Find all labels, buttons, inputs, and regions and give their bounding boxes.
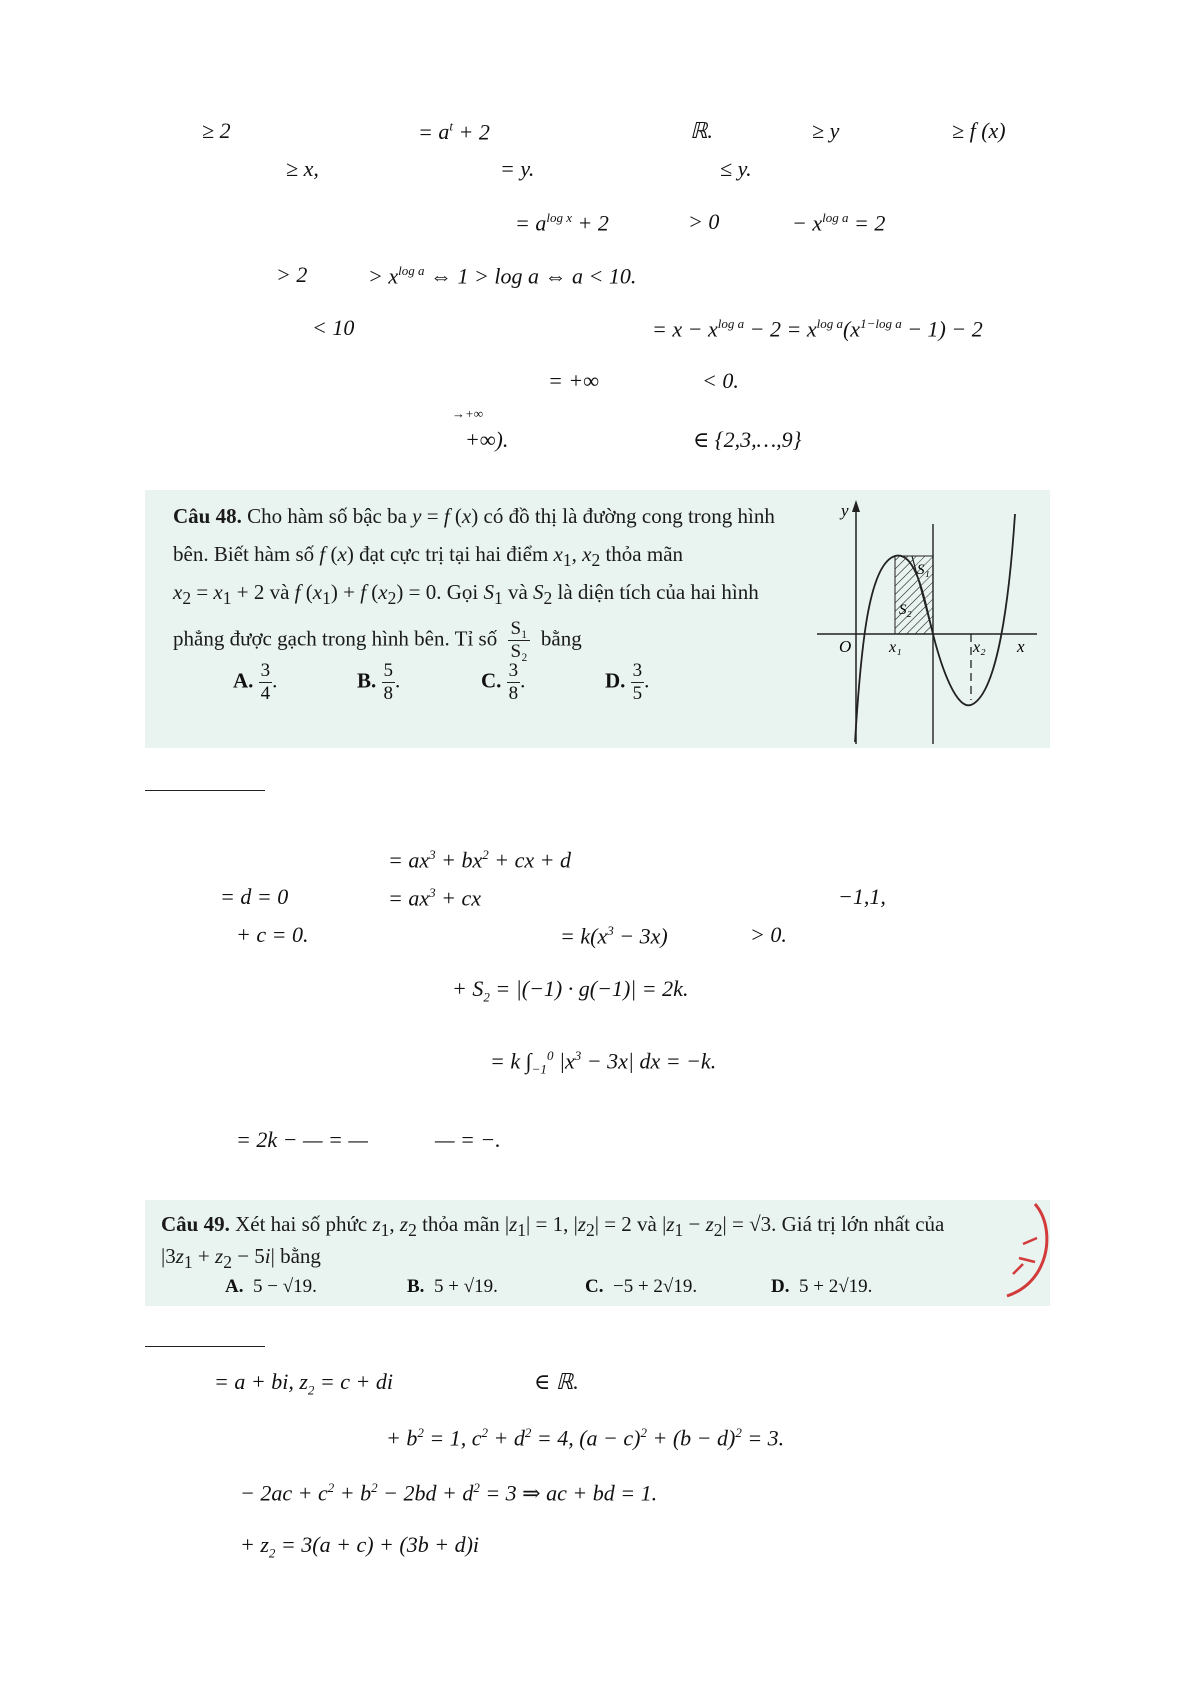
math-fragment-f14: < 10	[312, 315, 355, 340]
math-fragment-m3: = $ax^3$ + cx	[388, 885, 482, 911]
math-fragment-f4: ≥ y	[812, 118, 840, 143]
math-fragment-f2: = $a^t + 2$	[418, 119, 490, 145]
math-fragment-m6: = $k(x^3 - 3x)$	[560, 923, 668, 949]
math-fragment-m8: + $S_2 = |(-1) \cdot g(-1)| = 2k$.	[452, 976, 689, 1005]
math-fragment-f7: = y.	[500, 156, 535, 181]
q48-line2: bên. Biết hàm số f (x) đạt cực trị tại hai điểm $x_1$, $x_2$ thỏa mãn	[173, 542, 684, 571]
math-fragment-f13: > $x^{log a}$ ⇔ 1 > log a ⇔ a < 10.	[368, 263, 637, 289]
graph-label-s1: S₁	[917, 562, 930, 578]
math-fragment-f19: ∈ {2,3,…,9}	[693, 427, 802, 452]
math-fragment-f1: ≥ 2	[202, 118, 231, 143]
math-fragment-m2: = d = 0	[220, 884, 289, 909]
math-fragment-f10: > 0	[688, 209, 720, 234]
q48-line4-post: bằng	[540, 626, 582, 651]
cubic-graph	[817, 494, 1049, 746]
math-fragment-f6: ≥ x,	[286, 156, 319, 181]
ratio-num: S₁	[510, 618, 528, 639]
math-fragment-b3: + $b^2 = 1$, $c^2 + d^2 = 4$, $(a - c)^2 + (b - d)^2 = 3$.	[386, 1425, 785, 1451]
q49-option-a[interactable]: A. 5 − √19.	[225, 1276, 317, 1297]
q48-label: Câu 48.	[173, 504, 242, 528]
separator-48	[145, 790, 265, 791]
graph-label-x: x	[1017, 637, 1025, 656]
q48-line3: $x_2 = x_1 + 2$ và f $(x_1) + f$ $(x_2) = 0$. Gọi $S_1$ và $S_2$ là diện tích của hai hình	[173, 580, 759, 609]
graph-label-y: y	[841, 501, 849, 520]
q48-line4	[173, 618, 582, 663]
math-fragment-b1: = a + bi, $z_2 = c$ + di	[214, 1369, 394, 1398]
q48-line1	[173, 504, 775, 529]
q49-option-b[interactable]: B. 5 + √19.	[407, 1276, 498, 1297]
q49-line1	[161, 1212, 944, 1241]
math-fragment-f3: ℝ.	[690, 118, 713, 143]
math-fragment-f8: ≤ y.	[720, 156, 752, 181]
limit-subscript: →+∞	[452, 406, 484, 421]
math-fragment-m1: = $ax^3 + bx^2$ + cx + d	[388, 847, 571, 873]
math-fragment-f15: = $x - x^{log a} - 2 = x^{log a}(x^{1-log a} - 1) - 2$	[652, 316, 983, 342]
graph-label-x1: x₁	[889, 639, 902, 656]
math-fragment-b2: ∈ ℝ.	[534, 1369, 579, 1394]
q48-option-d[interactable]: D. $\frac{3}{5}$ .	[605, 660, 650, 704]
math-fragment-m9: = k $\int_{-1}^0$ $|x^3 - 3x|$ dx = −k.	[490, 1048, 717, 1077]
math-fragment-m10: = 2k − — = —	[236, 1127, 368, 1152]
math-fragment-f11: − $x^{log a} = 2$	[792, 210, 886, 236]
graph-label-x2: x₂	[973, 639, 986, 656]
q48-line1-text: Cho hàm số bậc ba y = f (x) có đồ thị là đường cong trong hình	[241, 504, 775, 528]
math-fragment-f9: = $a^{log x} + 2$	[515, 210, 609, 236]
question-48-box	[145, 490, 1050, 748]
q49-label: Câu 49.	[161, 1212, 230, 1236]
question-49-box	[145, 1200, 1050, 1306]
q49-line1-text: Xét hai số phức $z_1$, $z_2$ thỏa mãn $|z_1| = 1$, $|z_2| = 2$ và $|z_1 - z_2| = √3$. Giá trị lớn nhất của	[229, 1212, 945, 1241]
q48-option-b[interactable]: B. $\frac{5}{8}$ .	[357, 660, 401, 704]
graph-label-s2: S₂	[899, 602, 912, 618]
separator-49	[145, 1346, 265, 1347]
q48-option-c[interactable]: C. $\frac{3}{8}$ .	[481, 660, 526, 704]
q49-line2: $|3z_1 + z_2 - 5i|$ bằng	[161, 1244, 321, 1273]
math-fragment-b5: + $z_2 = 3(a + c) + (3b + d)i$	[240, 1532, 480, 1561]
math-fragment-f18: +∞).	[465, 427, 509, 452]
math-fragment-m5: + c = 0.	[236, 922, 309, 947]
math-fragment-m7: > 0.	[750, 922, 787, 947]
math-fragment-f12: > 2	[276, 262, 308, 287]
q49-option-d[interactable]: D. 5 + 2√19.	[771, 1276, 873, 1297]
stamp-mark-icon	[983, 1200, 1053, 1300]
math-fragment-m4: −1,1,	[838, 884, 886, 909]
cubic-curve	[855, 514, 1015, 742]
q48-option-a[interactable]: A. $\frac{3}{4}$ .	[233, 660, 278, 704]
q49-option-c[interactable]: C. −5 + 2√19.	[585, 1276, 698, 1297]
q48-ratio	[508, 618, 529, 663]
math-fragment-f16: = +∞	[548, 368, 599, 393]
ratio-den: S₂	[510, 641, 528, 662]
y-arrow-icon	[852, 500, 860, 512]
math-fragment-m11: — = −.	[435, 1127, 501, 1152]
graph-label-o: O	[839, 637, 852, 656]
q48-line4-pre: phẳng được gạch trong hình bên. Tỉ số	[173, 626, 498, 651]
math-fragment-f17: < 0.	[702, 368, 739, 393]
math-fragment-b4: − $2ac + c^2 + b^2 - 2bd + d^2 = 3$ ⇒ ac + bd = 1.	[240, 1480, 658, 1506]
math-fragment-f5: ≥ f (x)	[952, 118, 1006, 143]
